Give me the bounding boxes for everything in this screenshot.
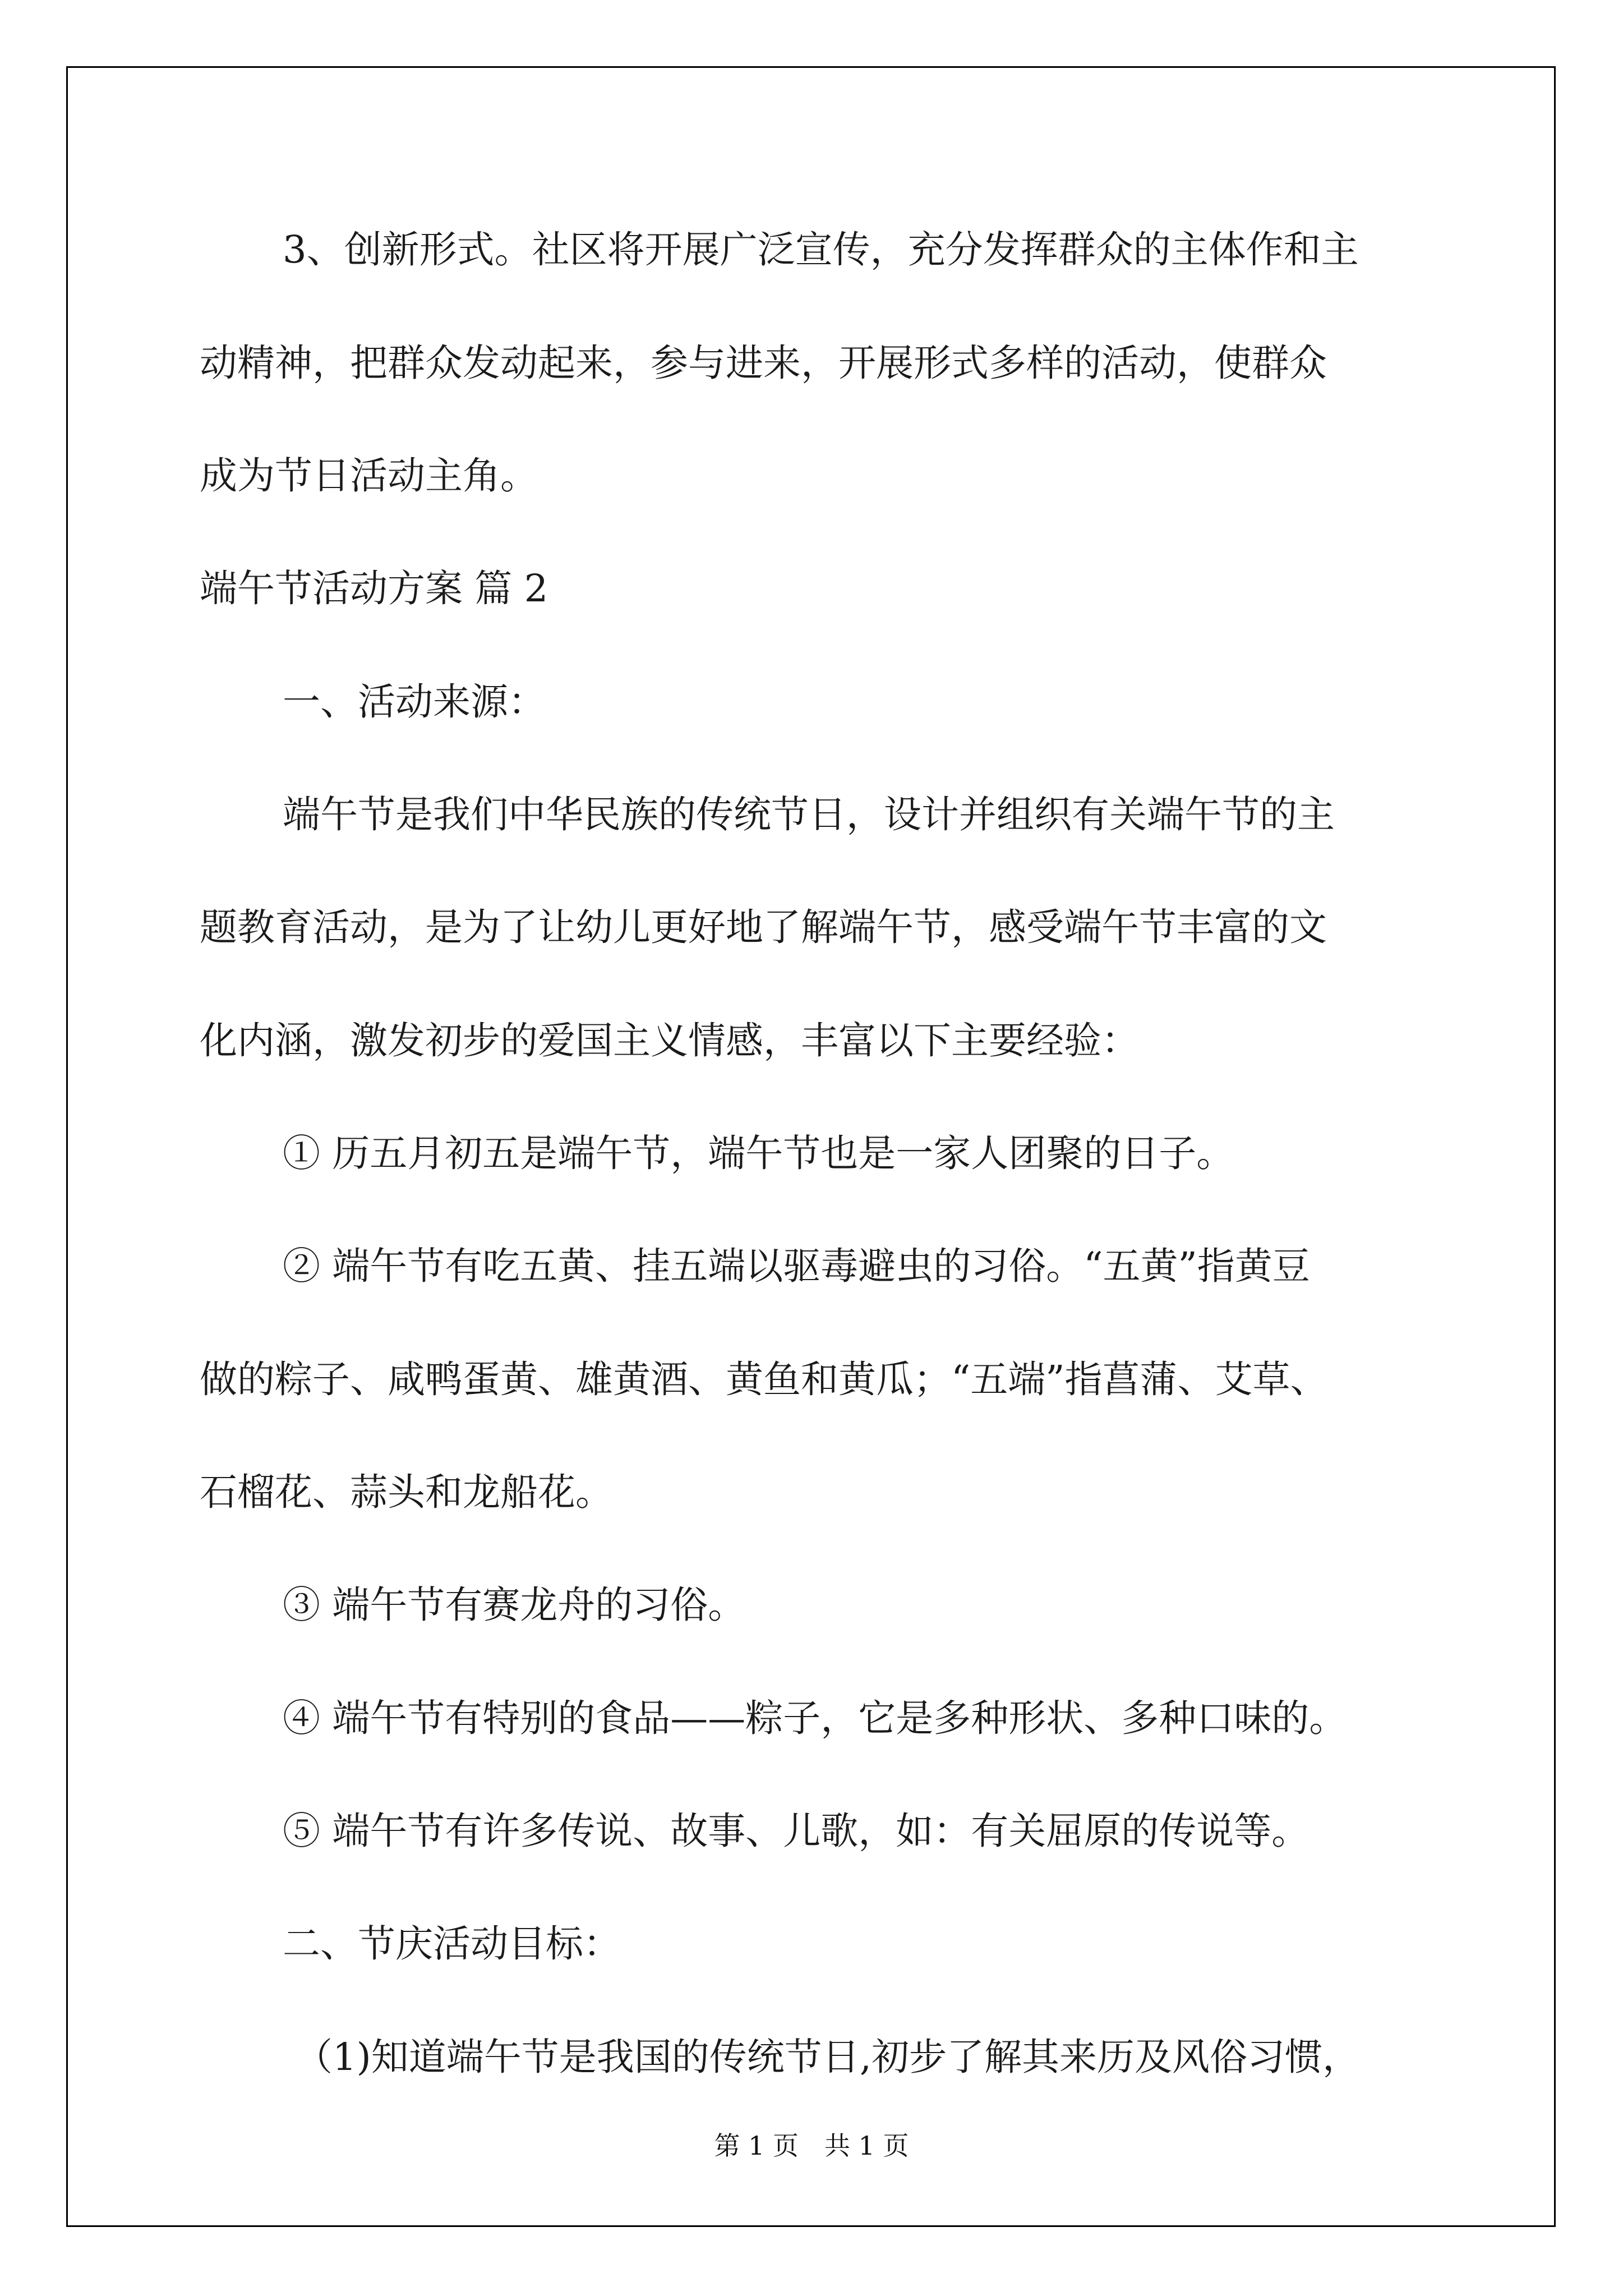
paragraph-line: 成为节日活动主角。: [200, 454, 538, 498]
list-item: ② 端午节有吃五黄、挂五端以驱毒避虫的习俗。“五黄”指黄豆: [283, 1244, 1310, 1288]
list-item: ④ 端午节有特别的食品——粽子，它是多种形状、多种口味的。: [283, 1696, 1347, 1740]
list-item: ③ 端午节有赛龙舟的习俗。: [283, 1583, 746, 1627]
subsection-heading: 二、节庆活动目标：: [283, 1922, 621, 1966]
list-item: ① 历五月初五是端午节，端午节也是一家人团聚的日子。: [283, 1131, 1234, 1175]
paragraph-line: 动精神，把群众发动起来，参与进来，开展形式多样的活动，使群众: [200, 341, 1327, 385]
list-item: ⑤ 端午节有许多传说、故事、儿歌，如：有关屈原的传说等。: [283, 1809, 1310, 1853]
paragraph-line: （1)知道端午节是我国的传统节日,初步了解其来历及风俗习惯，: [295, 2035, 1361, 2079]
paragraph-line: 做的粽子、咸鸭蛋黄、雄黄酒、黄鱼和黄瓜；“五端”指菖蒲、艾草、: [200, 1358, 1328, 1401]
subsection-heading: 一、活动来源：: [283, 680, 546, 724]
paragraph-line: 3、创新形式。社区将开展广泛宣传，充分发挥群众的主体作和主: [283, 228, 1359, 272]
section-heading: 端午节活动方案 篇 2: [200, 567, 548, 610]
paragraph-line: 题教育活动，是为了让幼儿更好地了解端午节，感受端午节丰富的文: [200, 905, 1327, 949]
page-footer: 第 1 页 共 1 页: [714, 2131, 909, 2161]
paragraph-line: 石榴花、蒜头和龙船花。: [200, 1470, 613, 1514]
paragraph-line: 端午节是我们中华民族的传统节日，设计并组织有关端午节的主: [283, 793, 1335, 836]
paragraph-line: 化内涵，激发初步的爱国主义情感，丰富以下主要经验：: [200, 1019, 1139, 1062]
